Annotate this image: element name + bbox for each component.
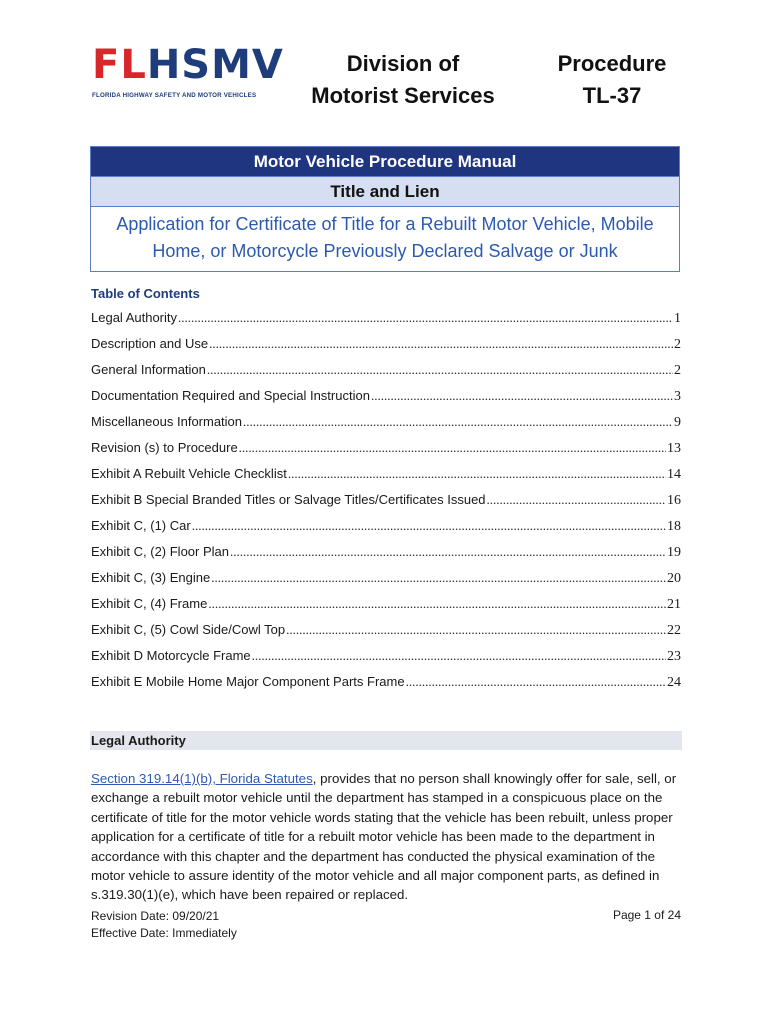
toc-entry-page: 21 <box>667 597 681 612</box>
toc-entry-page: 19 <box>667 545 681 560</box>
toc-leader-dots <box>208 596 666 612</box>
toc-leader-dots <box>211 570 666 586</box>
toc-leader-dots <box>406 674 666 690</box>
toc-leader-dots <box>209 336 673 352</box>
procedure-number: Procedure TL-37 <box>557 51 667 108</box>
toc-entry[interactable] <box>91 674 681 700</box>
toc-entry-label: Revision (s) to Procedure <box>91 440 238 455</box>
footer-dates <box>91 908 237 942</box>
toc-entry[interactable] <box>91 570 681 596</box>
toc-entry-page: 2 <box>674 363 681 378</box>
toc-entry-page: 13 <box>667 441 681 456</box>
toc-entry-page: 18 <box>667 519 681 534</box>
toc-entry-label: Exhibit C, (3) Engine <box>91 570 211 585</box>
toc-entry-label: Exhibit C, (2) Floor Plan <box>91 544 229 559</box>
toc-entry-label: Exhibit A Rebuilt Vehicle Checklist <box>91 466 287 481</box>
legal-authority-body: , provides that no person shall knowingly offer for sale, sell, or exchange a rebuilt motor vehicle until the department has stamped in a conspicuous place on the certificate of title for the motor vehicle words stating that the vehicle has been rebuilt, unless proper application for a certificate of title for a rebuilt motor vehicle has been made to the department in accordance with this chapter and the department has conducted the physical examination of the motor vehicle to assure identity of the motor vehicle and all major component parts, as defined in s.319.30(1)(e), which have been repaired or replaced. <box>91 771 677 903</box>
statute-link[interactable]: Section 319.14(1)(b), Florida Statutes <box>91 771 313 786</box>
title-banner <box>90 146 680 272</box>
toc-entry-page: 22 <box>667 623 681 638</box>
toc-entry[interactable] <box>91 414 681 440</box>
toc-entry-page: 14 <box>667 467 681 482</box>
toc-entry-label: Exhibit B Special Branded Titles or Salvage Titles/Certificates Issued <box>91 492 486 507</box>
category-title: Title and Lien <box>91 177 679 207</box>
toc-leader-dots <box>239 440 666 456</box>
toc-heading: Table of Contents <box>91 286 200 301</box>
toc-entry-page: 20 <box>667 571 681 586</box>
toc-entry-label: Miscellaneous Information <box>91 414 243 429</box>
toc-entry[interactable] <box>91 310 681 336</box>
toc-leader-dots <box>288 466 666 482</box>
toc-entry[interactable] <box>91 596 681 622</box>
toc-entry-page: 24 <box>667 675 681 690</box>
toc-entry-label: Description and Use <box>91 336 209 351</box>
toc-entry[interactable] <box>91 622 681 648</box>
toc-leader-dots <box>487 492 666 508</box>
toc-entry[interactable] <box>91 648 681 674</box>
table-of-contents <box>91 310 681 700</box>
page-number: Page 1 of 24 <box>612 908 681 922</box>
manual-title: Motor Vehicle Procedure Manual <box>91 147 679 177</box>
toc-entry-label: Exhibit E Mobile Home Major Component Parts Frame <box>91 674 405 689</box>
toc-leader-dots <box>243 414 673 430</box>
toc-entry-label: Legal Authority <box>91 310 178 325</box>
toc-entry-page: 9 <box>674 415 681 430</box>
toc-leader-dots <box>207 362 673 378</box>
logo-wordmark: FLHSMV <box>92 42 284 88</box>
logo-tagline: FLORIDA HIGHWAY SAFETY AND MOTOR VEHICLES <box>92 92 257 99</box>
toc-entry-page: 1 <box>674 311 681 326</box>
revision-date: Revision Date: 09/20/21 <box>91 909 220 923</box>
toc-entry[interactable] <box>91 362 681 388</box>
toc-entry[interactable] <box>91 466 681 492</box>
toc-entry[interactable] <box>91 492 681 518</box>
toc-leader-dots <box>371 388 673 404</box>
toc-leader-dots <box>230 544 666 560</box>
toc-leader-dots <box>252 648 666 664</box>
procedure-subject: Application for Certificate of Title for a Rebuilt Motor Vehicle, Mobile Home, or Motorcycle Previously Declared Salvage or Junk <box>91 207 679 271</box>
toc-leader-dots <box>286 622 666 638</box>
toc-leader-dots <box>192 518 666 534</box>
toc-entry-page: 16 <box>667 493 681 508</box>
toc-entry[interactable] <box>91 440 681 466</box>
toc-entry-label: General Information <box>91 362 206 377</box>
toc-entry[interactable] <box>91 388 681 414</box>
toc-entry-label: Documentation Required and Special Instruction <box>91 388 370 403</box>
effective-date: Effective Date: Immediately <box>91 926 237 940</box>
toc-entry-label: Exhibit C, (5) Cowl Side/Cowl Top <box>91 622 286 637</box>
toc-entry-page: 23 <box>667 649 681 664</box>
toc-entry-page: 2 <box>674 337 681 352</box>
toc-entry[interactable] <box>91 336 681 362</box>
toc-entry-label: Exhibit C, (1) Car <box>91 518 191 533</box>
toc-entry[interactable] <box>91 544 681 570</box>
section-heading-legal-authority: Legal Authority <box>90 731 682 750</box>
toc-entry-label: Exhibit D Motorcycle Frame <box>91 648 251 663</box>
flhsmv-logo <box>92 42 284 112</box>
toc-entry-page: 3 <box>674 389 681 404</box>
toc-leader-dots <box>178 310 673 326</box>
division-title: Division of Motorist Services <box>311 51 495 108</box>
toc-entry[interactable] <box>91 518 681 544</box>
legal-authority-paragraph <box>91 769 681 905</box>
toc-entry-label: Exhibit C, (4) Frame <box>91 596 208 611</box>
